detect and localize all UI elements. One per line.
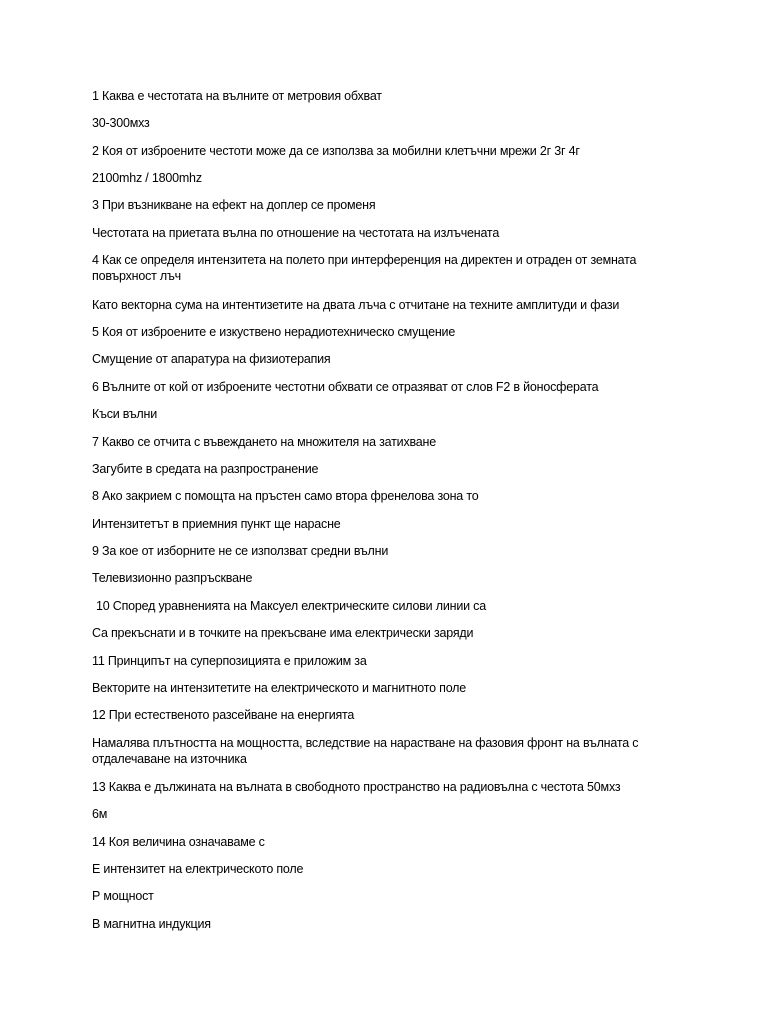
- answer-6: Къси вълни: [92, 407, 158, 421]
- answer-12: Намалява плътността на мощността, вследствие на нарастване на фазовия фронт на вълната с отдалечаване на източника: [92, 736, 639, 766]
- question-7: 7 Какво се отчита с въвеждането на множителя на затихване: [92, 435, 437, 449]
- question-4: 4 Как се определя интензитета на полето при интерференция на директен и отраден от земната повърхност лъч: [92, 253, 637, 283]
- question-1: 1 Каква е честотата на вълните от метровия обхват: [92, 89, 382, 103]
- question-8: 8 Ако закрием с помощта на пръстен само втора френелова зона то: [92, 489, 479, 503]
- answer-10: Са прекъснати и в точките на прекъсване има електрически заряди: [92, 626, 474, 640]
- answer-14-b: В магнитна индукция: [92, 917, 211, 931]
- question-6: 6 Вълните от кой от изброените честотни обхвати се отразяват от слов F2 в йоносферата: [92, 380, 599, 394]
- question-11: 11 Принципът на суперпозицията е приложим за: [92, 654, 367, 668]
- answer-9: Телевизионно разпръскване: [92, 571, 253, 585]
- answer-1: 30-300мхз: [92, 116, 150, 130]
- question-5: 5 Коя от изброените е изкуствено нерадиотехническо смущение: [92, 325, 456, 339]
- answer-5: Смущение от апаратура на физиотерапия: [92, 352, 331, 366]
- answer-3: Честотата на приетата вълна по отношение на честотата на излъчената: [92, 226, 500, 240]
- question-3: 3 При възникване на ефект на доплер се променя: [92, 198, 376, 212]
- answer-7: Загубите в средата на разпространение: [92, 462, 319, 476]
- answer-14-p: Р мощност: [92, 889, 154, 903]
- answer-8: Интензитетът в приемния пункт ще нарасне: [92, 517, 341, 531]
- answer-13: 6м: [92, 807, 108, 821]
- question-13: 13 Каква е дължината на вълната в свободното пространство на радиовълна с честота 50мхз: [92, 780, 621, 794]
- answer-14-e: Е интензитет на електрическото поле: [92, 862, 304, 876]
- answer-11: Векторите на интензитетите на електрическото и магнитното поле: [92, 681, 467, 695]
- answer-4: Като векторна сума на интентизетите на двата лъча с отчитане на техните амплитуди и фази: [92, 298, 620, 312]
- answer-2: 2100mhz / 1800mhz: [92, 171, 202, 185]
- question-9: 9 За кое от изборните не се използват средни вълни: [92, 544, 389, 558]
- question-12: 12 При естественото разсейване на енергията: [92, 708, 355, 722]
- question-14: 14 Коя величина означаваме с: [92, 835, 265, 849]
- question-2: 2 Коя от изброените честоти може да се използва за мобилни клетъчни мрежи 2г 3г 4г: [92, 144, 580, 158]
- question-10: 10 Според уравненията на Максуел електрическите силови линии са: [96, 599, 486, 613]
